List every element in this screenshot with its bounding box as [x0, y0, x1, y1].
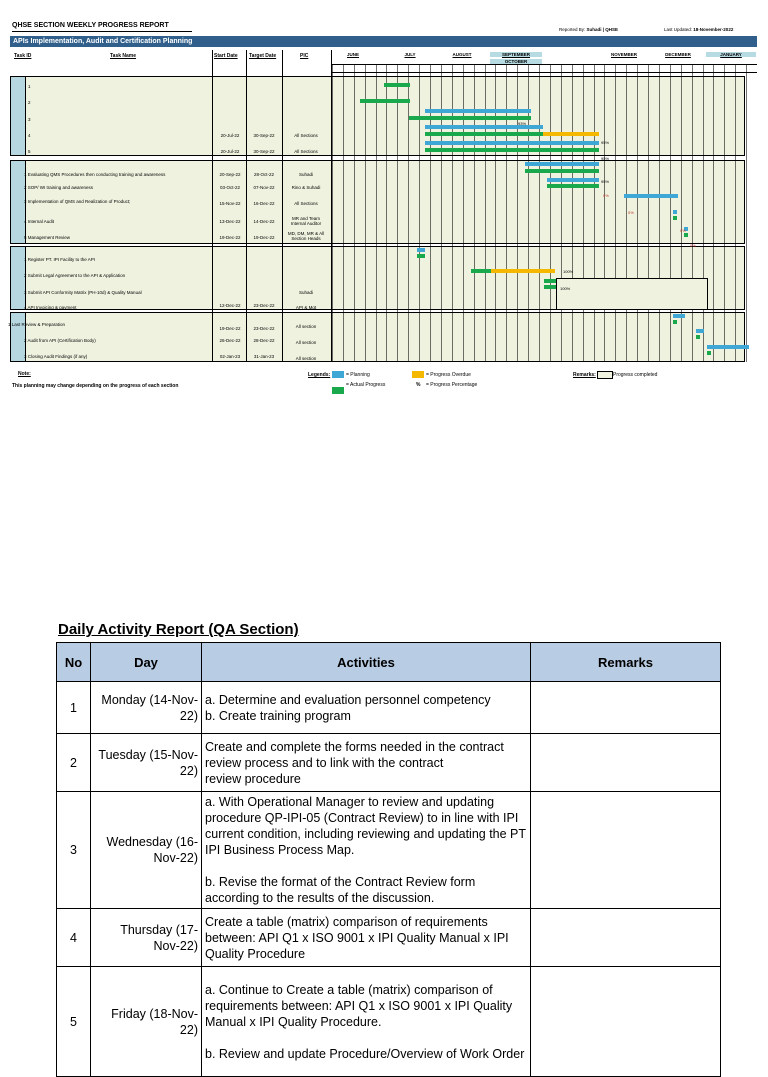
col-pic: PIC	[300, 53, 309, 59]
table-row	[57, 909, 721, 967]
pct-label: 100%	[560, 286, 571, 291]
g2-row-4-name: Internal Audit	[27, 219, 55, 224]
g2-row-4-id: 4	[24, 219, 27, 224]
pct-label: 95%	[601, 156, 610, 161]
g2-row-1	[24, 172, 165, 177]
g2-row-1-name: Evaluating QMS Procedures then conducting training and awareness	[27, 172, 166, 177]
g2-row-2	[24, 185, 93, 190]
remarks-label: Remarks:	[573, 372, 596, 378]
bar-overdue	[491, 269, 555, 273]
week-grid-line	[386, 64, 387, 362]
pct-label: 0%	[603, 193, 609, 198]
bar-planning	[707, 345, 749, 349]
g2-row-3-pic: All Sections	[294, 201, 318, 206]
g4-row-1-pic: All section	[295, 324, 317, 329]
bar-actual	[525, 169, 599, 173]
g1-row-4-start: 20-Jul-22	[220, 133, 240, 138]
bar-planning	[417, 248, 425, 252]
g4-row-1-name: Last Review & Preparation	[11, 322, 66, 327]
note-text: This planning may change depending on the progress of each section	[12, 383, 179, 389]
week-grid-line	[561, 64, 562, 362]
g2-row-3	[24, 199, 130, 204]
g2-row-5-target: 19-Dec-22	[253, 235, 275, 240]
group-1	[10, 76, 745, 156]
title-underline	[12, 31, 192, 32]
g1-row-5-id: 5	[28, 149, 31, 154]
g3-row-4	[24, 305, 77, 310]
g3-row-3-id: 3	[24, 290, 27, 295]
g1-row-2-id: 2	[28, 100, 31, 105]
g1-row-1-id: 1	[28, 84, 31, 89]
g1-row-5-start: 20-Jul-22	[220, 149, 240, 154]
g2-row-4-pic: MR and Team Internal Auditor	[290, 216, 322, 226]
table-row	[57, 682, 721, 734]
g3-row-1-id: 1	[24, 257, 27, 262]
remarks-completed: Progress completed	[613, 372, 658, 378]
row-remarks	[531, 682, 721, 734]
g2-row-4	[24, 219, 54, 224]
row-no: 5	[57, 967, 91, 1077]
g3-row-4-target: 23-Dec-22	[253, 303, 275, 308]
legend-planning: = Planning	[346, 372, 370, 378]
g4-row-1-id: 1	[8, 322, 11, 327]
g2-row-5-name: Management Review	[27, 235, 71, 240]
week-grid-line	[572, 64, 573, 362]
row-activities: a. Continue to Create a table (matrix) comparison of requirements between: API Q1 x ISO 9001 x IPI Quality Manual x IPI Quality Procedure. b. Review and update Procedure/Overview of Work Order	[202, 967, 531, 1077]
g2-row-3-target: 16-Dec-22	[253, 201, 275, 206]
grid-line	[212, 50, 213, 362]
month-august: AUGUST	[452, 52, 472, 57]
daily-report-title: Daily Activity Report (QA Section)	[58, 621, 299, 638]
g3-row-2-id: 2	[24, 273, 27, 278]
g3-row-1	[24, 257, 95, 262]
table-row	[57, 792, 721, 909]
row-no: 4	[57, 909, 91, 967]
pct-label: 93%	[518, 121, 527, 126]
note-label: Note:	[18, 371, 31, 377]
g3-row-3	[24, 290, 142, 295]
bar-actual	[547, 184, 599, 188]
week-grid-line	[648, 64, 649, 362]
pct-label: 100%	[563, 269, 574, 274]
week-grid-line	[354, 64, 355, 362]
month-june: JUNE	[346, 52, 359, 57]
g2-row-1-id: 1	[24, 172, 27, 177]
month-header	[332, 50, 757, 72]
g4-row-3-pic: All section	[295, 356, 317, 361]
g4-row-3-id: 3	[24, 354, 27, 359]
bar-actual	[360, 99, 410, 103]
g1-row-4-target: 30-Sep-22	[253, 133, 275, 138]
bar-actual	[425, 132, 543, 136]
header-remarks: Remarks	[531, 643, 721, 682]
week-grid-line	[550, 64, 551, 362]
week-grid-line	[746, 64, 747, 362]
g2-row-1-start: 20-Sep-22	[219, 172, 241, 177]
g2-row-2-start: 03-Oct-22	[219, 185, 240, 190]
row-remarks	[531, 909, 721, 967]
bar-planning	[425, 109, 531, 113]
grid-line	[282, 50, 283, 362]
g4-row-2-name: Audit from API (Certification Body)	[27, 338, 96, 343]
last-updated-label: Last Updated:	[664, 27, 693, 32]
last-updated	[664, 27, 733, 32]
remarks-swatch	[597, 371, 613, 379]
g3-row-4-start: 12-Dec-22	[219, 303, 241, 308]
week-grid-line	[539, 64, 540, 362]
pct-label: 95%	[601, 140, 610, 145]
g2-row-5-pic: MD, DM, MR & All Section Heads	[287, 231, 325, 241]
bar-actual	[696, 335, 700, 339]
bar-planning	[673, 314, 685, 318]
daily-activity-table	[56, 642, 721, 1077]
legend-overdue: = Progress Overdue	[426, 372, 471, 378]
group-4	[10, 312, 745, 362]
g2-row-2-id: 2	[24, 185, 27, 190]
week-grid-line	[703, 64, 704, 362]
week-grid-line	[659, 64, 660, 362]
row-activities: a. With Operational Manager to review and updating procedure QP-IPI-05 (Contract Review) to in line with IPI current condition, including reviewing and updating the PT IPI Business Process Map. b. Revise the format of the Contract Review form according to the results of the discussion.	[202, 792, 531, 909]
col-task-name: Task Name	[110, 53, 137, 59]
g4-row-2	[24, 338, 96, 343]
row-no: 2	[57, 734, 91, 792]
bar-planning	[673, 210, 677, 214]
month-july: JULY	[404, 52, 416, 57]
group-1-side	[11, 77, 26, 155]
row-day: Wednesday (16-Nov-22)	[91, 792, 202, 909]
legend-overdue-swatch	[412, 371, 424, 378]
g3-row-2-name: Submit Legal Agreement to the API & Application	[27, 273, 126, 278]
g4-row-1-start: 19-Dec-22	[219, 326, 241, 331]
g2-row-4-start: 13-Dec-22	[219, 219, 241, 224]
month-september: SEPTEMBER	[490, 52, 542, 57]
week-grid-line	[583, 64, 584, 362]
g2-row-1-pic: Suhadi	[298, 172, 313, 177]
reported-by-label: Reported By:	[559, 27, 586, 32]
g3-row-1-name: Register PT. IPI Facility to the API	[27, 257, 96, 262]
col-start-date: Start Date	[214, 53, 238, 59]
g4-row-3-start: 02-Jan-23	[219, 354, 241, 359]
bar-actual	[471, 269, 491, 273]
bar-actual	[384, 83, 410, 87]
g3-row-4-pic: API & Mgt	[295, 305, 317, 310]
bar-planning	[624, 194, 678, 198]
pct-label: 0%	[628, 210, 634, 215]
legend-actual: = Actual Progress	[346, 382, 386, 388]
g2-row-5-start: 19-Dec-22	[219, 235, 241, 240]
row-day: Friday (18-Nov-22)	[91, 967, 202, 1077]
g3-row-3-name: Submit API Conformity Matrix (PH-10d) & Quality Manual	[27, 290, 142, 295]
g1-row-5-target: 30-Sep-22	[253, 149, 275, 154]
week-grid-line	[365, 64, 366, 362]
g4-row-2-target: 28-Dec-22	[253, 338, 275, 343]
g1-row-3-id: 3	[28, 117, 31, 122]
week-grid-line	[713, 64, 714, 362]
g3-row-2	[24, 273, 125, 278]
row-no: 1	[57, 682, 91, 734]
bar-overdue	[543, 132, 599, 136]
g2-row-2-name: SOP/ WI training and awareness	[27, 185, 94, 190]
g4-row-3-target: 31-Jan-23	[253, 354, 275, 359]
row-day: Tuesday (15-Nov-22)	[91, 734, 202, 792]
g2-row-1-target: 28-Oct-22	[253, 172, 274, 177]
grid-line	[246, 50, 247, 362]
row-remarks	[531, 792, 721, 909]
g3-row-4-id: 4	[24, 305, 27, 310]
legend-pct: = Progress Percentage	[426, 382, 478, 388]
header-activities: Activities	[202, 643, 531, 682]
bar-actual	[417, 254, 425, 258]
g2-row-4-target: 14-Dec-22	[253, 219, 275, 224]
g4-row-3	[24, 354, 87, 359]
bar-planning	[547, 178, 599, 182]
week-grid-line	[637, 64, 638, 362]
week-grid-line	[408, 64, 409, 362]
bar-actual	[684, 233, 688, 237]
week-grid-line	[670, 64, 671, 362]
g2-row-5	[24, 235, 70, 240]
row-day: Thursday (17-Nov-22)	[91, 909, 202, 967]
report-title: QHSE SECTION WEEKLY PROGRESS REPORT	[12, 22, 169, 29]
week-grid-line	[419, 64, 420, 362]
g4-row-3-name: Closing Audit Findings (if any)	[27, 354, 88, 359]
g2-row-3-name: Implementation of QMS and Realization of Product;	[27, 199, 131, 204]
header-day: Day	[91, 643, 202, 682]
week-grid-line	[615, 64, 616, 362]
week-grid-line	[343, 64, 344, 362]
bar-planning	[525, 162, 599, 166]
week-grid-line	[376, 64, 377, 362]
week-grid-line	[735, 64, 736, 362]
week-grid-line	[626, 64, 627, 362]
reported-by-value: Suhadi | QHSE	[586, 27, 619, 32]
week-grid-line	[332, 64, 333, 362]
g4-row-2-start: 26-Dec-22	[219, 338, 241, 343]
week-grid-line	[692, 64, 693, 362]
row-no: 3	[57, 792, 91, 909]
g1-row-5-pic: All Sections	[294, 149, 318, 154]
bar-actual	[409, 116, 531, 120]
g2-row-3-id: 3	[24, 199, 27, 204]
g4-row-1	[8, 322, 65, 327]
g4-row-1-target: 23-Dec-22	[253, 326, 275, 331]
pct-label: 0%	[690, 243, 696, 248]
col-task-id: Task ID	[14, 53, 32, 59]
legend-label: Legends:	[308, 372, 331, 378]
legend-pct-symbol: %	[416, 382, 421, 388]
month-november: NOVEMBER	[610, 52, 637, 57]
plan-band-title: APIs Implementation, Audit and Certification Planning	[10, 36, 757, 47]
g1-row-4-id: 4	[28, 133, 31, 138]
table-row	[57, 967, 721, 1077]
month-october: OCTOBER	[490, 59, 542, 64]
bar-actual	[673, 216, 677, 220]
reported-by	[559, 27, 618, 32]
bar-planning	[696, 329, 704, 333]
g4-row-2-pic: All section	[295, 340, 317, 345]
last-updated-value: 18-November-2022	[693, 27, 734, 32]
table-row	[57, 734, 721, 792]
g1-row-4-pic: All Sections	[294, 133, 318, 138]
row-activities: Create a table (matrix) comparison of requirements between: API Q1 x ISO 9001 x IPI Quality Manual x IPI Quality Procedure	[202, 909, 531, 967]
legend-actual-swatch	[332, 387, 344, 394]
progress-completed-box	[556, 278, 708, 310]
pct-label: 95%	[601, 179, 610, 184]
bar-actual	[707, 351, 711, 355]
row-remarks	[531, 734, 721, 792]
row-remarks	[531, 967, 721, 1077]
bar-planning	[425, 141, 599, 145]
g2-row-2-pic: Rino & Suhadi	[291, 185, 321, 190]
g4-row-2-id: 2	[24, 338, 27, 343]
g2-row-5-id: 5	[24, 235, 27, 240]
week-grid-line	[594, 64, 595, 362]
week-grid-line	[604, 64, 605, 362]
table-header-row	[57, 643, 721, 682]
month-january: JANUARY	[706, 52, 756, 57]
g3-row-4-name: API Invoicing & payment	[27, 305, 77, 310]
row-activities: Create and complete the forms needed in the contract review process and to link with the contract review procedure	[202, 734, 531, 792]
pct-label: 0%	[680, 228, 686, 233]
row-day: Monday (14-Nov-22)	[91, 682, 202, 734]
week-grid-line	[724, 64, 725, 362]
col-target-date: Target Date	[249, 53, 277, 59]
g3-row-3-pic: Suhadi	[298, 290, 313, 295]
bar-actual	[425, 148, 599, 152]
row-activities: a. Determine and evaluation personnel competency b. Create training program	[202, 682, 531, 734]
header-no: No	[57, 643, 91, 682]
bar-actual	[673, 320, 677, 324]
g2-row-3-start: 15-Nov-22	[219, 201, 241, 206]
week-row	[332, 64, 757, 73]
legend-planning-swatch	[332, 371, 344, 378]
g2-row-2-target: 07-Nov-22	[253, 185, 275, 190]
month-december: DECEMBER	[665, 52, 691, 57]
week-grid-line	[397, 64, 398, 362]
